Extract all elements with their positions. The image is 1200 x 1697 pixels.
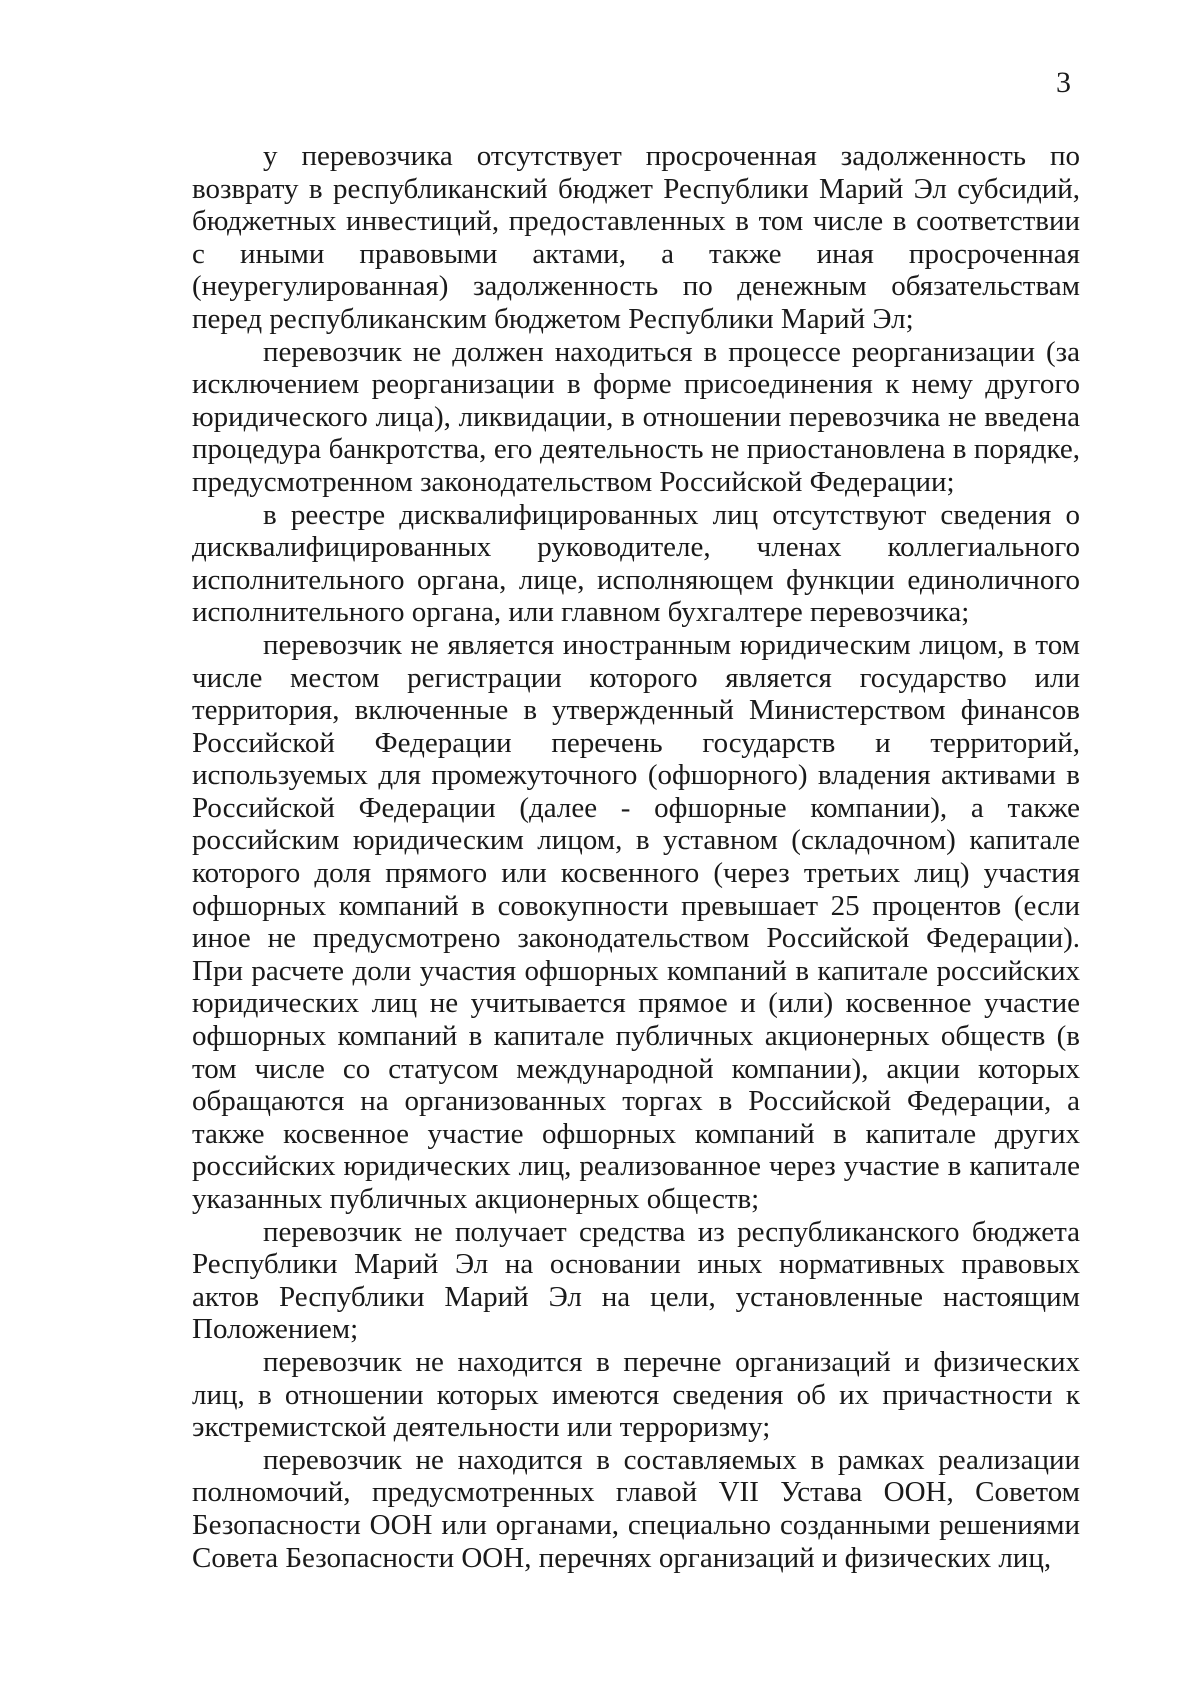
paragraph-disqualified-persons: в реестре дисквалифицированных лиц отсутствуют сведения о дисквалифицированных руководителе, членах коллегиального исполнительного органа, лице, исполняющем функции единоличного исполнительного органа, или главном бухгалтере перевозчика; [192,498,1080,629]
paragraph-extremism-list: перевозчик не находится в перечне организаций и физических лиц, в отношении которых имеются сведения об их причастности к экстремистской деятельности или терроризму; [192,1345,1080,1444]
page-number: 3 [1056,66,1071,99]
paragraph-un-security-council: перевозчик не находится в составляемых в рамках реализации полномочий, предусмотренных главой VII Устава ООН, Советом Безопасности ООН или органами, специально созданными решениями Совета Безопасности ООН, перечнях организаций и физических лиц, [192,1443,1080,1574]
paragraph-offshore-companies: перевозчик не является иностранным юридическим лицом, в том числе местом регистрации которого является государство или территория, включенные в утвержденный Министерством финансов Российской Федерации перечень государств и территорий, используемых для промежуточного (офшорного) владения активами в Российской Федерации (далее - офшорные компании), а также российским юридическим лицом, в уставном (складочном) капитале которого доля прямого или косвенного (через третьих лиц) участия офшорных компаний в совокупности превышает 25 процентов (если иное не предусмотрено законодательством Российской Федерации). При расчете доли участия офшорных компаний в капитале российских юридических лиц не учитывается прямое и (или) косвенное участие офшорных компаний в капитале публичных акционерных обществ (в том числе со статусом международной компании), акции которых обращаются на организованных торгах в Российской Федерации, а также косвенное участие офшорных компаний в капитале других российских юридических лиц, реализованное через участие в капитале указанных публичных акционерных обществ; [192,628,1080,1215]
paragraph-budget-funds: перевозчик не получает средства из республиканского бюджета Республики Марий Эл на основании иных нормативных правовых актов Республики Марий Эл на цели, установленные настоящим Положением; [192,1215,1080,1346]
paragraph-reorganization: перевозчик не должен находиться в процессе реорганизации (за исключением реорганизации в форме присоединения к нему другого юридического лица), ликвидации, в отношении перевозчика не введена процедура банкротства, его деятельность не приостановлена в порядке, предусмотренном законодательством Российской Федерации; [192,335,1080,498]
document-body [192,140,1080,1574]
paragraph-overdue-debt: у перевозчика отсутствует просроченная задолженность по возврату в республиканский бюджет Республики Марий Эл субсидий, бюджетных инвестиций, предоставленных в том числе в соответствии с иными правовыми актами, а также иная просроченная (неурегулированная) задолженность по денежным обязательствам перед республиканским бюджетом Республики Марий Эл; [192,140,1080,335]
